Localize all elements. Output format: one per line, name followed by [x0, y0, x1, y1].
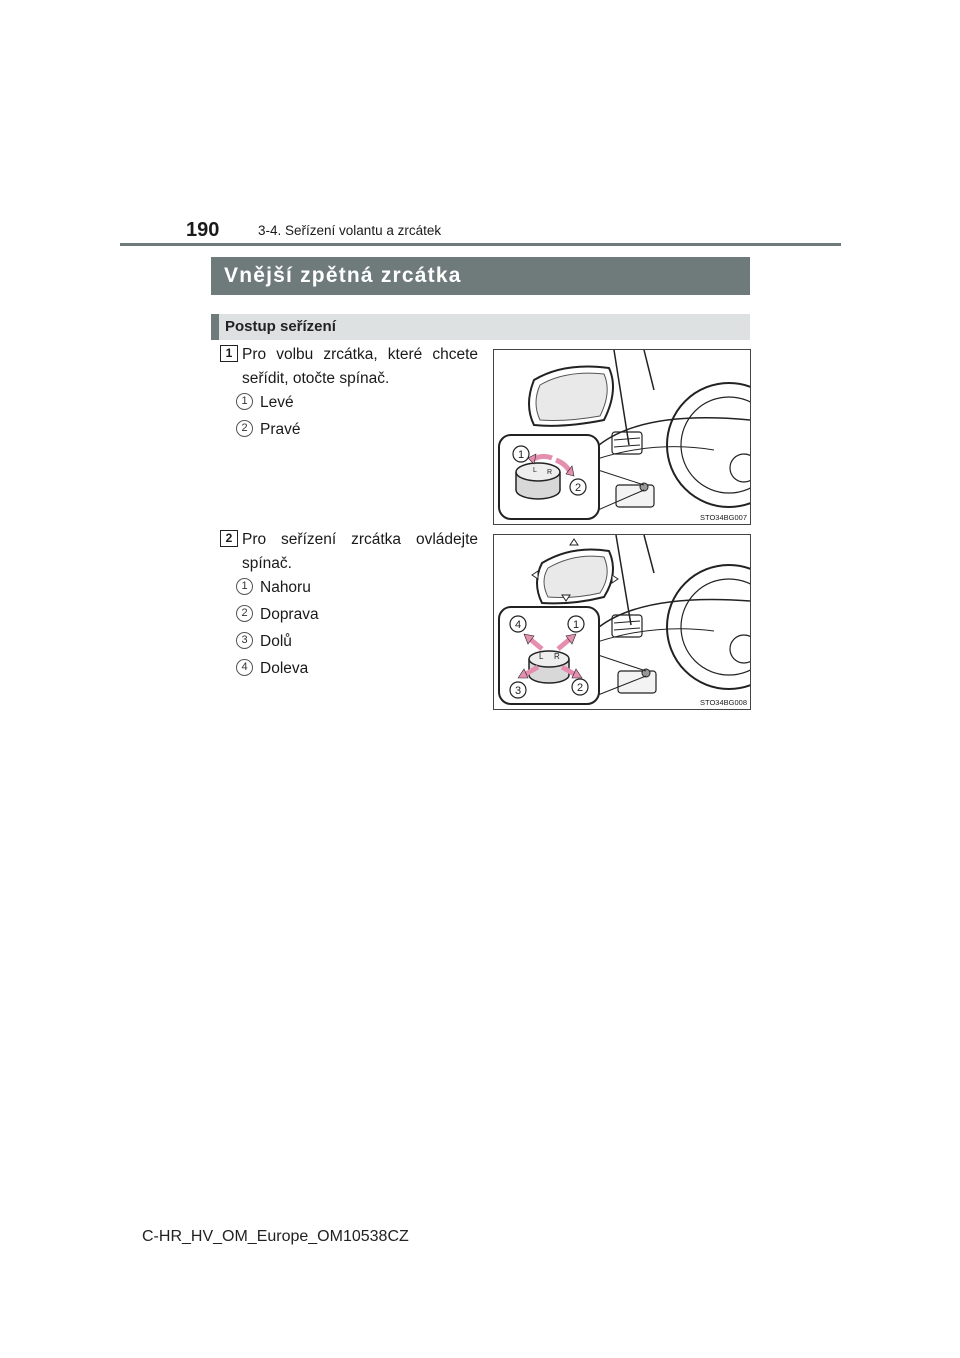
- switch-letter-l: L: [539, 652, 544, 661]
- running-title: 3-4. Seřízení volantu a zrcátek: [258, 223, 442, 238]
- figure-code: STO34BG008: [700, 698, 747, 707]
- figure-mirror-select: [493, 349, 751, 525]
- mirror-adjust-illustration: [494, 535, 750, 709]
- step-1-text: Pro volbu zrcátka, které chcete seřídit, otočte spínač.: [242, 346, 478, 387]
- step-2-text: Pro seřízení zrcátka ovládejte spínač.: [242, 531, 478, 572]
- item-marker: 3: [236, 632, 253, 649]
- item-label: Doleva: [260, 660, 309, 677]
- header-rule: [120, 243, 841, 246]
- callout-number: 1: [573, 619, 580, 631]
- switch-letter-r: R: [547, 469, 553, 476]
- figure-code: STO34BG007: [700, 513, 747, 522]
- item-label: Dolů: [260, 633, 292, 650]
- item-label: Levé: [260, 394, 294, 411]
- section-title: Vnější zpětná zrcátka: [224, 264, 462, 287]
- subsection-title: Postup seřízení: [225, 318, 336, 335]
- item-label: Nahoru: [260, 579, 311, 596]
- figure-mirror-adjust: [493, 534, 751, 710]
- callout-number: 3: [515, 685, 522, 697]
- item-marker: 1: [236, 578, 253, 595]
- subsection-accent: [211, 314, 219, 340]
- page-number: 190: [186, 219, 220, 241]
- item-marker: 1: [236, 393, 253, 410]
- callout-number: 4: [515, 619, 522, 631]
- item-label: Pravé: [260, 421, 301, 438]
- callout-number: 1: [518, 449, 525, 461]
- callout-number: 2: [575, 482, 582, 494]
- step-number-2: 2: [220, 530, 238, 547]
- item-marker: 2: [236, 420, 253, 437]
- callout-number: 2: [577, 682, 584, 694]
- switch-letter-r: R: [554, 652, 560, 661]
- step-number-1: 1: [220, 345, 238, 362]
- item-label: Doprava: [260, 606, 319, 623]
- mirror-select-illustration: [494, 350, 750, 524]
- item-marker: 2: [236, 605, 253, 622]
- item-marker: 4: [236, 659, 253, 676]
- switch-letter-l: L: [533, 467, 537, 474]
- document-code: C-HR_HV_OM_Europe_OM10538CZ: [142, 1228, 409, 1245]
